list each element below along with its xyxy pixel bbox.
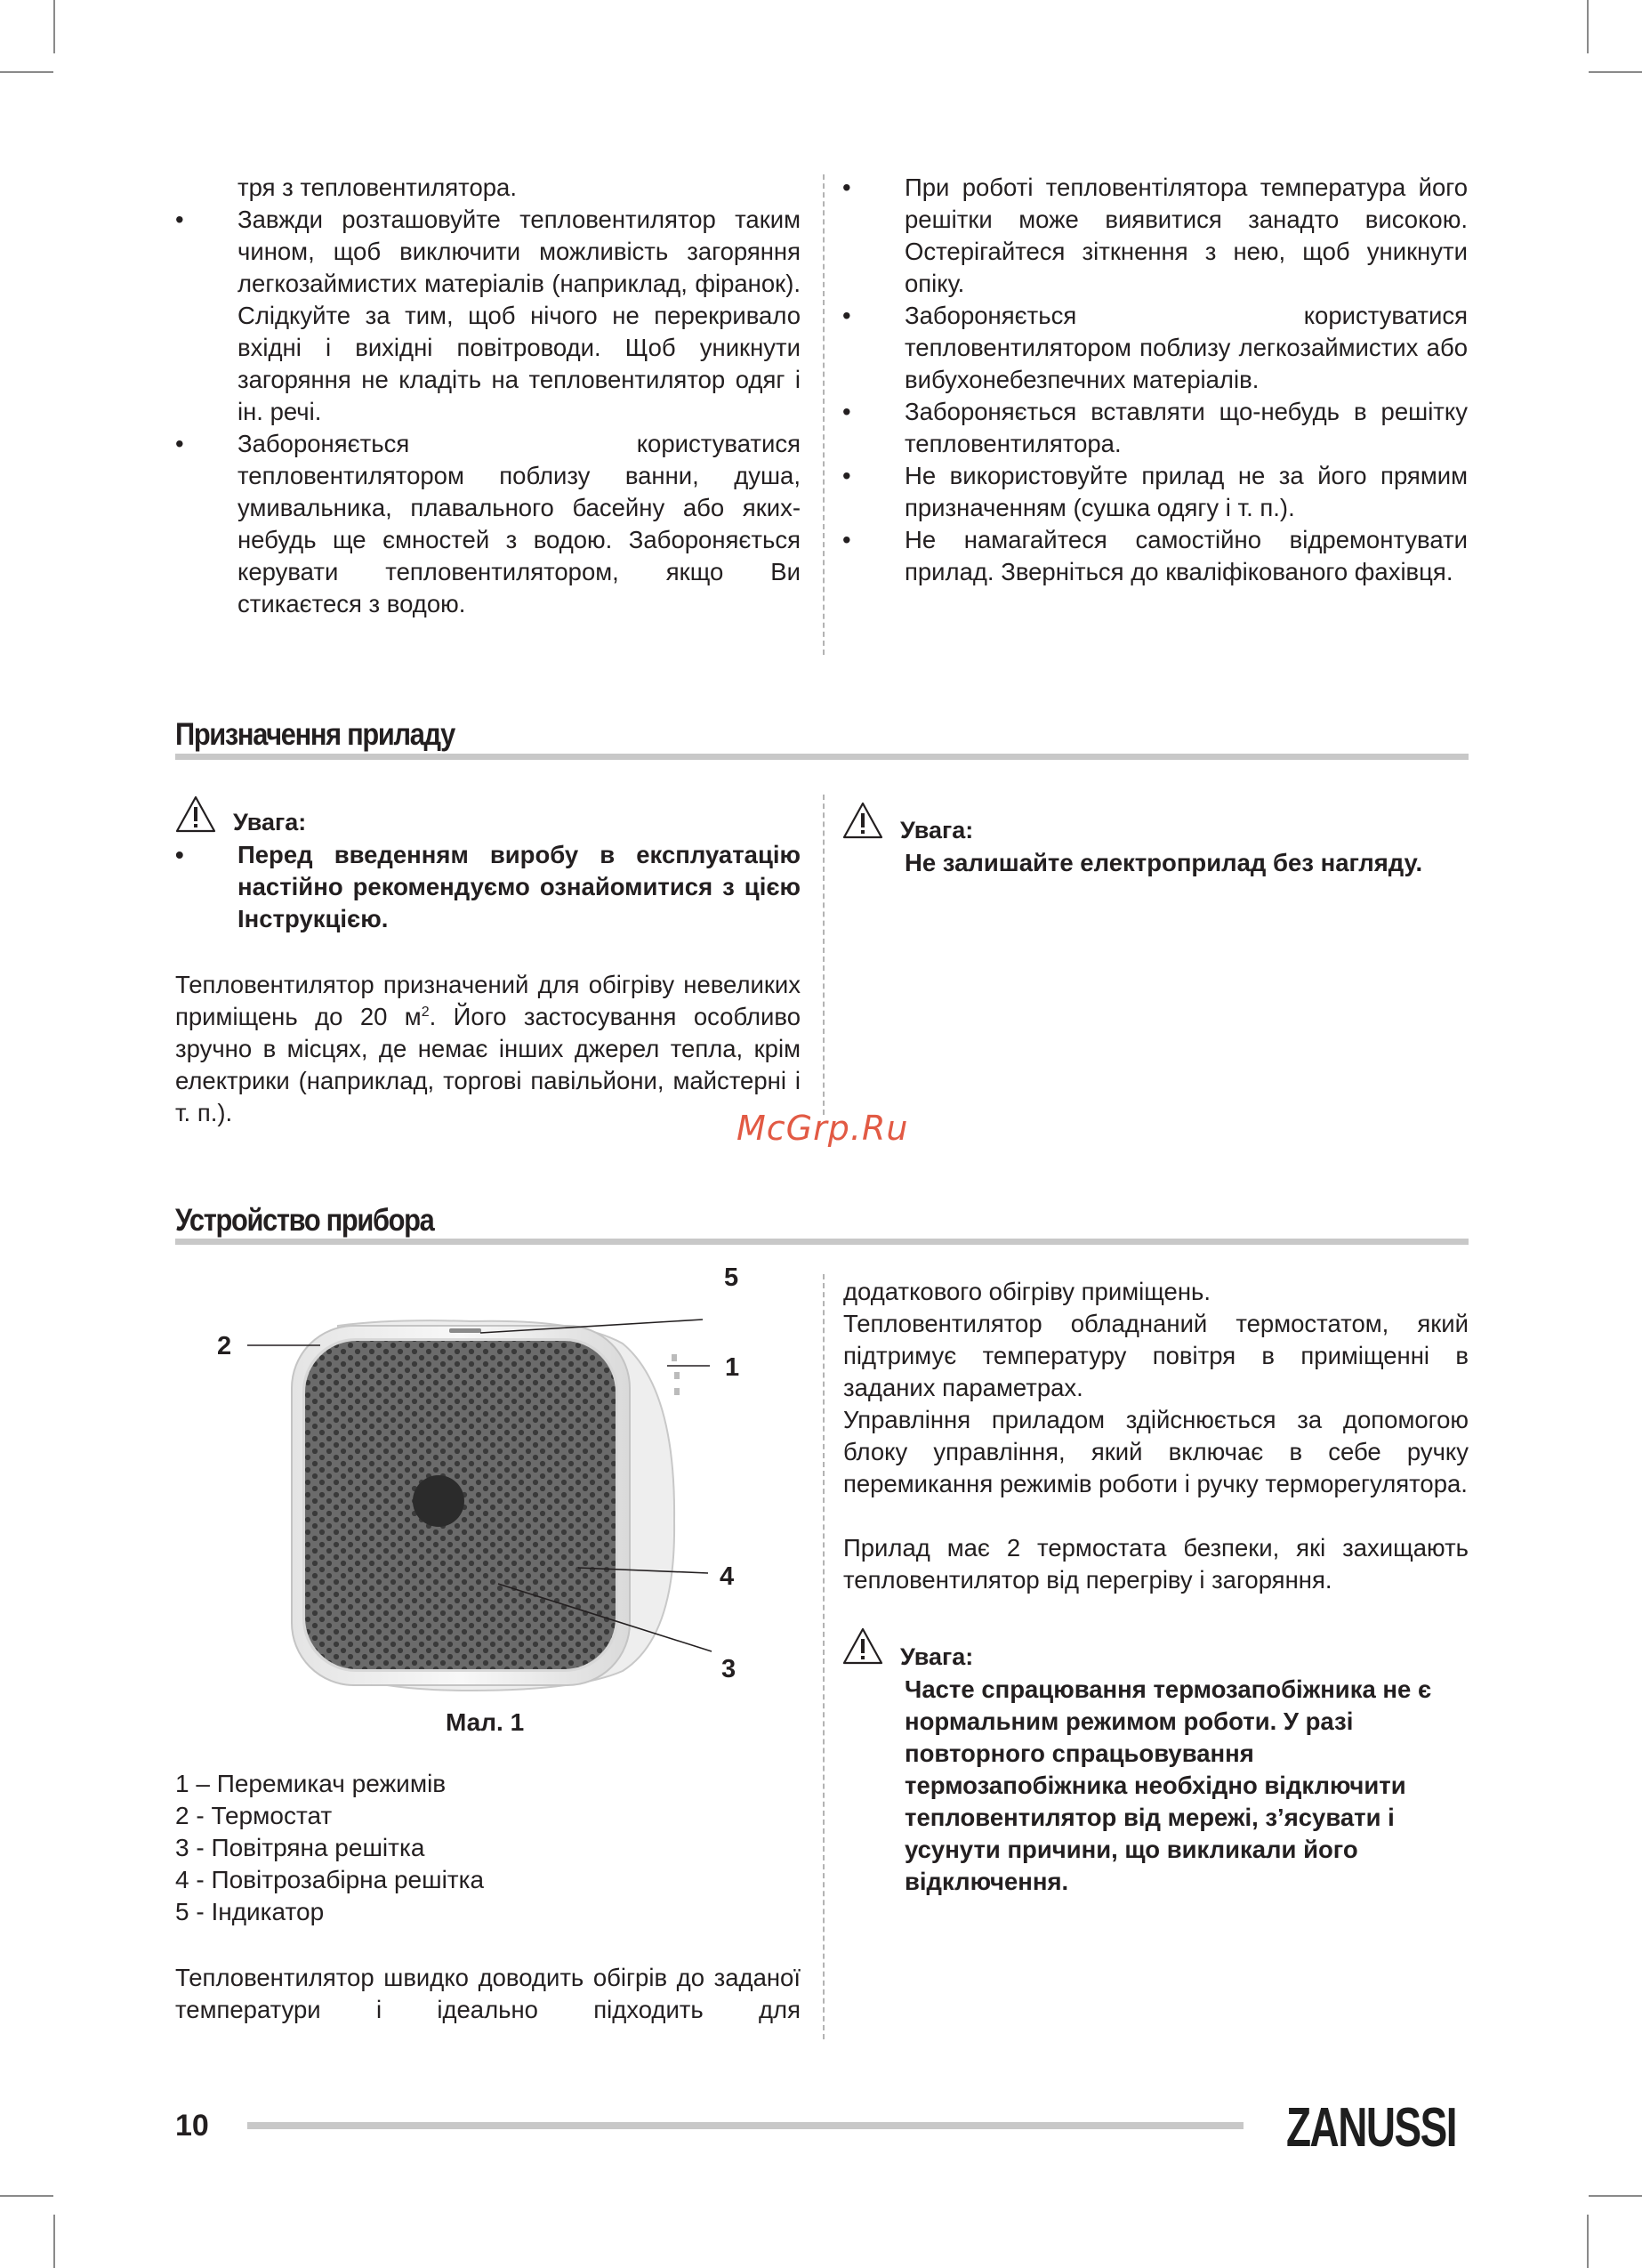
warning-icon bbox=[841, 1626, 884, 1666]
description-paragraph: Прилад має 2 термостата безпеки, які захищають тепловентилятор від перегріву і загоряння. bbox=[843, 1534, 1469, 1594]
callout-2: 2 bbox=[217, 1332, 232, 1360]
callout-3: 3 bbox=[721, 1655, 736, 1683]
crop-mark bbox=[0, 2195, 53, 2197]
safety-bullet: • Завжди розташовуйте тепловентилятор таким чином, щоб виключити можливість загоряння легкозаймистих матеріалів (наприклад, фіранок). Слідкуйте за тим, щоб нічого не перекривало вхідні і вихідні повітроводи. Щоб уникнути загоряння не кладіть на тепловентилятор одяг і ін. речі. bbox=[237, 204, 801, 428]
safety-bullet: • Не використовуйте прилад не за його прямим призначенням (сушка одягу і т. п.). bbox=[905, 460, 1468, 524]
safety-bullet: • Забороняється користуватися тепловентилятором поблизу ванни, душа, умивальника, плавального басейну або яких-небудь ще ємностей з водою. Забороняється керувати тепловентилятором, якщо Ви стикаєтеся з водою. bbox=[237, 428, 801, 620]
warning-label: Увага: bbox=[233, 809, 307, 835]
footer-rule bbox=[247, 2122, 1244, 2129]
warning-text: Часте спрацювання термозапобіжника не є нормальним режимом роботи. У разі повторного спрацьовування термозапобіжника необхідно відключити тепловентилятор від мережі, з’ясувати і усунути причини, що викликали його відключення. bbox=[905, 1675, 1432, 1895]
crop-mark bbox=[53, 0, 55, 53]
watermark: McGrp.Ru bbox=[736, 1109, 909, 1148]
section-title: Устройство прибора bbox=[175, 1203, 434, 1238]
section-rule bbox=[175, 1239, 1469, 1245]
section-rule bbox=[175, 754, 1469, 760]
crop-mark bbox=[53, 2215, 55, 2268]
figure-caption: Мал. 1 bbox=[446, 1708, 525, 1736]
safety-bullet: • Не намагайтеся самостійно відремонтувати прилад. Зверніться до кваліфікованого фахівця. bbox=[905, 524, 1468, 588]
callout-1: 1 bbox=[725, 1353, 740, 1382]
crop-mark bbox=[1587, 2215, 1589, 2268]
description-paragraph: Тепловентилятор швидко доводить обігрів до заданої температури і ідеально підходить для bbox=[175, 1964, 801, 2023]
callout-4: 4 bbox=[720, 1562, 735, 1591]
heater-illustration bbox=[205, 1255, 774, 1708]
warning-bullet: • Перед введенням виробу в експлуатацію настійно рекомендуємо ознайомитися з цією Інструкцією. bbox=[237, 839, 801, 935]
description-paragraph: додаткового обігріву приміщень. bbox=[843, 1278, 1211, 1305]
continuation-text: тря з тепловентилятора. bbox=[237, 174, 517, 201]
crop-mark bbox=[1589, 71, 1642, 73]
purpose-text: Тепловентилятор призначений для обігріву невеликих приміщень до 20 м bbox=[175, 971, 801, 1030]
warning-icon bbox=[174, 795, 217, 834]
warning-label: Увага: bbox=[900, 1643, 974, 1670]
crop-mark bbox=[1589, 2195, 1642, 2197]
legend-item: 5 - Індикатор bbox=[175, 1898, 325, 1925]
legend-item: 4 - Повітрозабірна решітка bbox=[175, 1866, 485, 1893]
column-divider bbox=[823, 795, 825, 1115]
legend-item: 2 - Термостат bbox=[175, 1802, 333, 1829]
crop-mark bbox=[0, 71, 53, 73]
crop-mark bbox=[1587, 0, 1589, 53]
legend-item: 3 - Повітряна решітка bbox=[175, 1834, 425, 1861]
warning-text: Не залишайте електроприлад без нагляду. bbox=[905, 849, 1423, 876]
callout-5: 5 bbox=[724, 1263, 739, 1292]
warning-label: Увага: bbox=[900, 817, 974, 843]
brand-logo: ZANUSSI bbox=[1286, 2097, 1457, 2159]
safety-bullet: • Забороняється вставляти що-небудь в решітку тепловентилятора. bbox=[905, 396, 1468, 460]
section-title: Призначення приладу bbox=[175, 717, 455, 752]
area-unit-superscript: 2 bbox=[421, 1004, 430, 1020]
description-paragraph: Управління приладом здійснюється за допомогою блоку управління, який включає в себе ручку перемикання режимів роботи і ручку терморегулятора. bbox=[843, 1406, 1469, 1497]
page-number: 10 bbox=[175, 2109, 209, 2143]
figure-legend bbox=[175, 1768, 484, 1928]
legend-item: 1 – Перемикач режимів bbox=[175, 1770, 447, 1797]
safety-bullet: • При роботі тепловентілятора температура його решітки може виявитися занадто високою. Остерігайтеся зіткнення з нею, щоб уникнути опіку. bbox=[905, 172, 1468, 300]
purpose-paragraph bbox=[175, 969, 801, 1129]
safety-bullet: • Забороняється користуватися тепловентилятором поблизу легкозаймистих або вибухонебезпечних матеріалів. bbox=[905, 300, 1468, 396]
purpose-text-cont: . Його застосування особливо зручно в місцях, де немає інших джерел тепла, крім електрики (наприклад, торгові павільйони, майстерні і т. п.). bbox=[175, 1003, 801, 1126]
warning-icon bbox=[841, 801, 884, 840]
description-paragraph: Тепловентилятор обладнаний термостатом, який підтримує температуру повітря в приміщенні в заданих параметрах. bbox=[843, 1310, 1469, 1401]
column-divider bbox=[823, 174, 825, 655]
column-divider bbox=[823, 1274, 825, 2039]
